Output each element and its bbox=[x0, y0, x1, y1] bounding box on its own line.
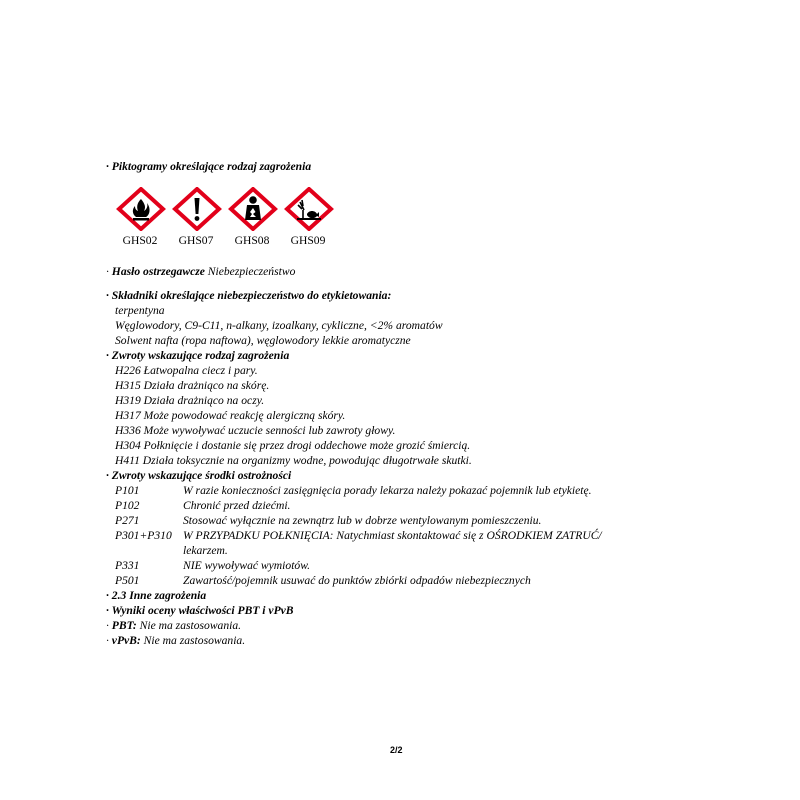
precautionary-code: P101 bbox=[115, 484, 140, 497]
pictogram-row bbox=[114, 187, 354, 249]
pictogram-ghs08 bbox=[226, 187, 280, 248]
pictogram-code: GHS02 bbox=[122, 234, 158, 247]
page-number: 2/2 bbox=[390, 745, 403, 755]
pictogram-ghs09 bbox=[282, 187, 336, 248]
hazard-statement: H411 Działa toksycznie na organizmy wodne, powodując długotrwałe skutki. bbox=[115, 454, 472, 467]
precautionary-code: P102 bbox=[115, 499, 140, 512]
pictogram-ghs02 bbox=[114, 187, 168, 248]
precautionary-code: P501 bbox=[115, 574, 140, 587]
hazard-statements-heading: · Zwroty wskazujące rodzaj zagrożenia bbox=[106, 349, 290, 362]
ingredient-item: Solwent nafta (ropa naftowa), węglowodory lekkie aromatyczne bbox=[115, 334, 411, 347]
precautionary-text: W PRZYPADKU POŁKNIĘCIA: Natychmiast skontaktować się z OŚRODKIEM ZATRUĆ/ bbox=[183, 529, 602, 542]
hazard-statement: H336 Może wywoływać uczucie senności lub zawroty głowy. bbox=[115, 424, 396, 437]
pictogram-code: GHS07 bbox=[178, 234, 214, 247]
precautionary-text: Chronić przed dziećmi. bbox=[183, 499, 291, 512]
precautionary-text: NIE wywoływać wymiotów. bbox=[183, 559, 310, 572]
health-hazard-icon bbox=[226, 187, 280, 231]
exclamation-mark-icon bbox=[170, 187, 224, 231]
hazard-statement: H315 Działa drażniąco na skórę. bbox=[115, 379, 270, 392]
precautionary-text-continued: lekarzem. bbox=[183, 544, 228, 557]
ingredients-heading: · Składniki określające niebezpieczeństwo do etykietowania: bbox=[106, 289, 392, 302]
vpvb-value: Nie ma zastosowania. bbox=[143, 634, 246, 647]
precautionary-code: P271 bbox=[115, 514, 140, 527]
signal-word-value: Niebezpieczeństwo bbox=[207, 265, 296, 278]
precautionary-heading: · Zwroty wskazujące środki ostrożności bbox=[106, 469, 292, 482]
vpvb-line: · vPvB: Nie ma zastosowania. bbox=[106, 634, 246, 647]
hazard-statement: H226 Łatwopalna ciecz i pary. bbox=[115, 364, 258, 377]
ingredient-item: terpentyna bbox=[115, 304, 165, 317]
precautionary-code: P301+P310 bbox=[115, 529, 172, 542]
precautionary-text: Stosować wyłącznie na zewnątrz lub w dobrze wentylowanym pomieszczeniu. bbox=[183, 514, 542, 527]
pbt-line: · PBT: Nie ma zastosowania. bbox=[106, 619, 242, 632]
hazard-statement: H319 Działa drażniąco na oczy. bbox=[115, 394, 265, 407]
pictograms-heading: · Piktogramy określające rodzaj zagrożenia bbox=[106, 160, 312, 173]
pictogram-ghs07 bbox=[170, 187, 224, 248]
precautionary-text: W razie konieczności zasięgnięcia porady lekarza należy pokazać pojemnik lub etykietę. bbox=[183, 484, 592, 497]
signal-word-label: Hasło ostrzegawcze bbox=[111, 265, 205, 278]
pbt-vpvb-heading: · Wyniki oceny właściwości PBT i vPvB bbox=[106, 604, 294, 617]
hazard-statement: H304 Połknięcie i dostanie się przez drogi oddechowe może grozić śmiercią. bbox=[115, 439, 471, 452]
environment-icon bbox=[282, 187, 336, 231]
pbt-value: Nie ma zastosowania. bbox=[139, 619, 242, 632]
precautionary-code: P331 bbox=[115, 559, 140, 572]
precautionary-text: Zawartość/pojemnik usuwać do punktów zbiórki odpadów niebezpiecznych bbox=[183, 574, 531, 587]
other-hazards-heading: · 2.3 Inne zagrożenia bbox=[106, 589, 207, 602]
hazard-statement: H317 Może powodować reakcję alergiczną skóry. bbox=[115, 409, 346, 422]
pictogram-code: GHS09 bbox=[290, 234, 326, 247]
pictogram-code: GHS08 bbox=[234, 234, 270, 247]
signal-word-line: · Hasło ostrzegawcze Niebezpieczeństwo bbox=[106, 265, 296, 278]
flame-icon bbox=[114, 187, 168, 231]
vpvb-label: vPvB: bbox=[111, 634, 141, 647]
pbt-label: PBT: bbox=[111, 619, 137, 632]
ingredient-item: Węglowodory, C9-C11, n-alkany, izoalkany, cykliczne, <2% aromatów bbox=[115, 319, 443, 332]
